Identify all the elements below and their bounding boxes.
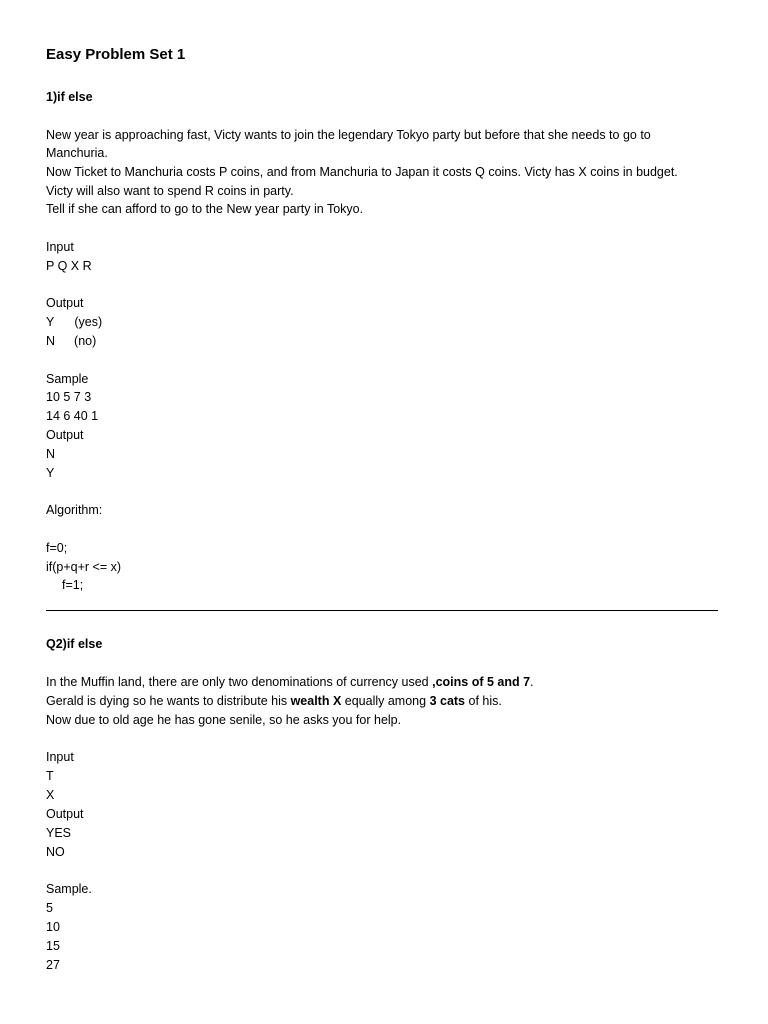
q1-sample-1: 10 5 7 3 bbox=[46, 390, 92, 404]
q1-sample-label: Sample bbox=[46, 372, 89, 386]
q2-paragraph-2 bbox=[46, 693, 502, 709]
q1-output-yes-code: Y bbox=[46, 315, 55, 329]
q1-sample-answer-2: Y bbox=[46, 466, 55, 480]
q1-code-line-3-text: f=1; bbox=[62, 578, 84, 592]
q2-paragraph-2-text-c: of his. bbox=[465, 694, 502, 708]
q1-sample-2: 14 6 40 1 bbox=[46, 409, 99, 423]
q2-sample-label: Sample. bbox=[46, 882, 92, 896]
q1-output-no-desc: (no) bbox=[74, 334, 97, 348]
q1-code-line-1: f=0; bbox=[46, 541, 68, 555]
q2-output-no: NO bbox=[46, 845, 65, 859]
q1-paragraph-2: Now Ticket to Manchuria costs P coins, and from Manchuria to Japan it costs Q coins. Victy has X coins in budget. bbox=[46, 165, 678, 179]
q1-algorithm-label: Algorithm: bbox=[46, 503, 103, 517]
q2-paragraph-1-end: . bbox=[530, 675, 534, 689]
q1-paragraph-1: New year is approaching fast, Victy wants to join the legendary Tokyo party but before that she needs to go to bbox=[46, 128, 651, 142]
q1-output-label: Output bbox=[46, 296, 84, 310]
q2-sample-1: 5 bbox=[46, 901, 53, 915]
section-divider bbox=[46, 610, 718, 611]
q1-paragraph-1-cont: Manchuria. bbox=[46, 146, 108, 160]
q1-output-no-code: N bbox=[46, 334, 56, 348]
q2-input-t: T bbox=[46, 769, 54, 783]
q1-output-yes bbox=[46, 314, 102, 330]
q1-code-line-2: if(p+q+r <= x) bbox=[46, 560, 122, 574]
q1-paragraph-4: Tell if she can afford to go to the New year party in Tokyo. bbox=[46, 202, 364, 216]
document-title: Easy Problem Set 1 bbox=[46, 46, 186, 63]
q2-paragraph-1-bold: ,coins of 5 and 7 bbox=[432, 675, 531, 689]
q2-paragraph-2-text-a: Gerald is dying so he wants to distribute his bbox=[46, 694, 291, 708]
q2-input-label: Input bbox=[46, 750, 74, 764]
q2-sample-4: 27 bbox=[46, 958, 60, 972]
q2-paragraph-3: Now due to old age he has gone senile, so he asks you for help. bbox=[46, 713, 402, 727]
q2-sample-2: 10 bbox=[46, 920, 60, 934]
q1-input-format: P Q X R bbox=[46, 259, 92, 273]
q2-input-x: X bbox=[46, 788, 55, 802]
q1-heading: 1)if else bbox=[46, 90, 93, 104]
q2-paragraph-2-bold-a: wealth X bbox=[290, 694, 342, 708]
q1-sample-output-label: Output bbox=[46, 428, 84, 442]
q2-paragraph-1 bbox=[46, 674, 534, 690]
q1-input-label: Input bbox=[46, 240, 74, 254]
q2-paragraph-1-text: In the Muffin land, there are only two denominations of currency used bbox=[46, 675, 433, 689]
q1-paragraph-3: Victy will also want to spend R coins in party. bbox=[46, 184, 294, 198]
q1-sample-answer-1: N bbox=[46, 447, 56, 461]
q2-heading: Q2)if else bbox=[46, 637, 103, 651]
q2-paragraph-2-bold-b: 3 cats bbox=[429, 694, 466, 708]
q2-output-yes: YES bbox=[46, 826, 72, 840]
q2-output-label: Output bbox=[46, 807, 84, 821]
q1-output-no bbox=[46, 333, 96, 349]
q1-code-line-3 bbox=[46, 577, 83, 593]
q1-output-yes-desc: (yes) bbox=[74, 315, 103, 329]
q2-paragraph-2-text-b: equally among bbox=[341, 694, 430, 708]
q2-sample-3: 15 bbox=[46, 939, 60, 953]
